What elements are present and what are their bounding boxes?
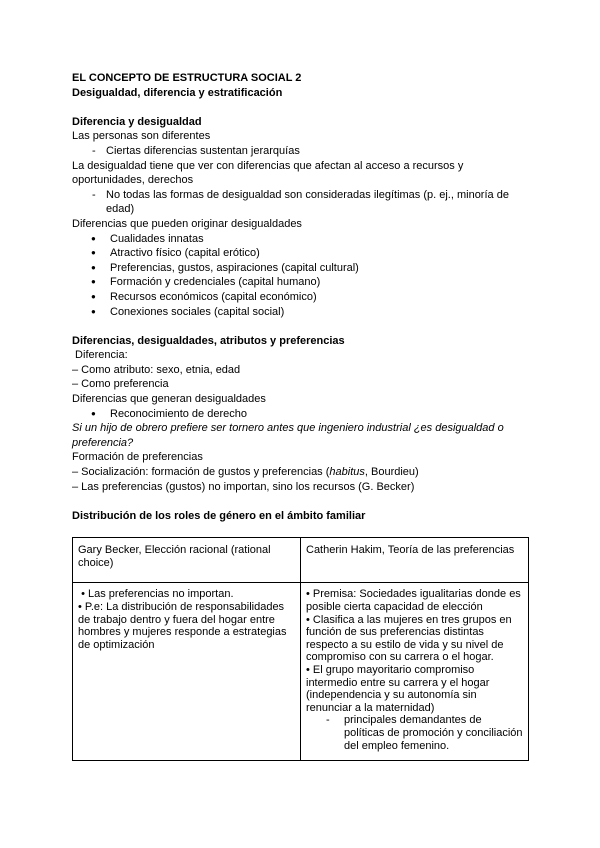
paragraph: – Las preferencias (gustos) no importan, sino los recursos (G. Becker) xyxy=(72,480,415,493)
italic-term: habitus xyxy=(329,466,365,479)
text-span: , Bourdieu) xyxy=(364,466,419,479)
paragraph: – Como preferencia xyxy=(72,378,169,391)
cell-dash-item: - principales demandantes de políticas de promoción y conciliación del empleo femenino. xyxy=(306,714,523,752)
paragraph: Diferencia: xyxy=(72,349,128,362)
paragraph: Diferencias que generan desigualdades xyxy=(72,393,266,406)
bullet-list-item: ● Atractivo físico (capital erótico) xyxy=(72,246,528,261)
table-cell-hakim xyxy=(301,583,529,761)
bullet-list-item: ● Conexiones sociales (capital social) xyxy=(72,305,528,320)
dash-list-item: - Ciertas diferencias sustentan jerarquías xyxy=(72,144,528,159)
document-page xyxy=(72,71,528,761)
section-heading: Diferencias, desigualdades, atributos y preferencias xyxy=(72,334,345,347)
paragraph: La desigualdad tiene que ver con diferencias que afectan al acceso a recursos y oportunidades, derechos xyxy=(72,159,464,187)
section-diferencia-desigualdad xyxy=(72,115,528,319)
section-heading: Distribución de los roles de género en el ámbito familiar xyxy=(72,509,366,522)
table-header-cell: Catherin Hakim, Teoría de las preferencias xyxy=(301,538,529,583)
bullet-list-item: ● Recursos económicos (capital económico) xyxy=(72,290,528,305)
bullet-list-item: ● Preferencias, gustos, aspiraciones (capital cultural) xyxy=(72,261,528,276)
text-span: – Socialización: formación de gustos y preferencias ( xyxy=(72,466,330,479)
cell-text: • Clasifica a las mujeres en tres grupos en función de sus preferencias distintas respecto a su estilo de vida y su nivel de compromiso con su carrera o el hogar. xyxy=(306,613,512,664)
dash-list-item: - No todas las formas de desigualdad son consideradas ilegítimas (p. ej., minoría de edad) xyxy=(72,188,528,217)
section-heading: Diferencia y desigualdad xyxy=(72,115,202,128)
section-roles-genero xyxy=(72,509,528,761)
table-row xyxy=(73,583,529,761)
cell-text: • Las preferencias no importan. xyxy=(78,588,234,601)
bullet-list-item: ● Formación y credenciales (capital humano) xyxy=(72,275,528,290)
question-text: Si un hijo de obrero prefiere ser tornero antes que ingeniero industrial ¿es desigualdad o preferencia? xyxy=(72,422,504,449)
comparison-table xyxy=(72,537,529,761)
paragraph: Diferencias que pueden originar desigualdades xyxy=(72,217,302,230)
table-header-row xyxy=(73,538,529,583)
document-title: EL CONCEPTO DE ESTRUCTURA SOCIAL 2 xyxy=(72,72,302,84)
document-subtitle: Desigualdad, diferencia y estratificación xyxy=(72,86,283,99)
paragraph xyxy=(72,465,528,480)
paragraph: Las personas son diferentes xyxy=(72,130,211,143)
table-header-cell: Gary Becker, Elección racional (rational choice) xyxy=(73,538,301,583)
cell-text: • P.e: La distribución de responsabilidades de trabajo dentro y fuera del hogar entre hombres y mujeres responde a estrategias de optimización xyxy=(78,601,287,651)
bullet-list-item: ● Reconocimiento de derecho xyxy=(72,407,528,422)
table-cell-becker xyxy=(73,583,301,761)
section-atributos-preferencias xyxy=(72,334,528,495)
bullet-list-item: ● Cualidades innatas xyxy=(72,232,528,247)
cell-text: • El grupo mayoritario compromiso intermedio entre su carrera y el hogar (independencia y su autonomía sin renunciar a la maternidad) xyxy=(306,663,490,714)
paragraph: Formación de preferencias xyxy=(72,451,203,464)
cell-text: • Premisa: Sociedades igualitarias donde es posible cierta capacidad de elección xyxy=(306,588,521,613)
paragraph: – Como atributo: sexo, etnia, edad xyxy=(72,363,241,376)
